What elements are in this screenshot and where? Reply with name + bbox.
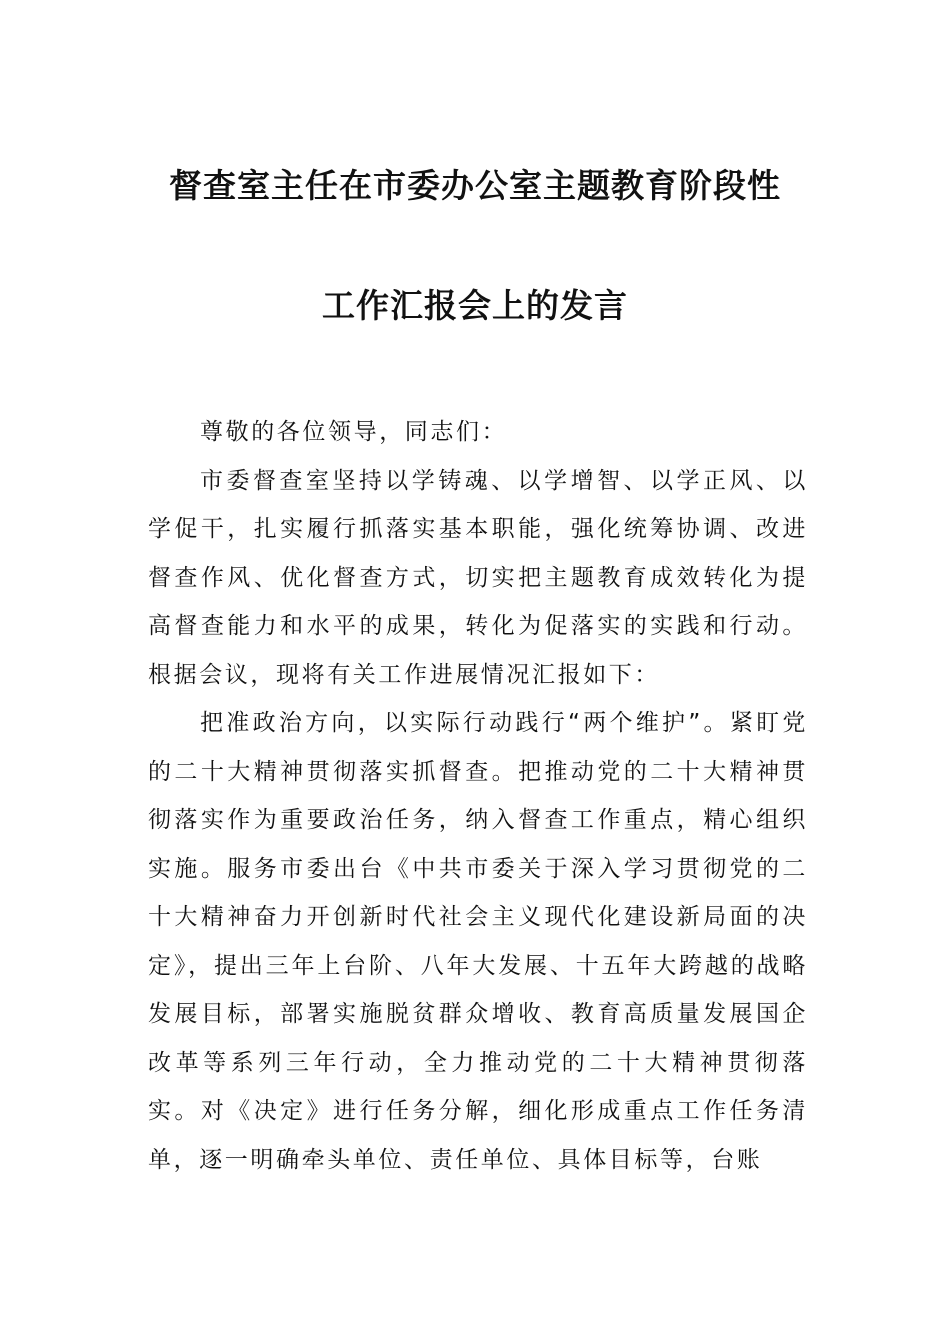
salutation: 尊敬的各位领导，同志们： xyxy=(200,419,508,445)
document-title-line-2: 工作汇报会上的发言 xyxy=(322,286,628,325)
document-body xyxy=(148,408,808,1184)
paragraph-2: 把准政治方向，以实际行动践行“两个维护”。紧盯党的二十大精神贯彻落实抓督查。把推动党的二十大精神贯彻落实作为重要政治任务，纳入督查工作重点，精心组织实施。服务市委出台《中共市委关于深入学习贯彻党的二十大精神奋力开创新时代社会主义现代化建设新局面的决定》，提出三年上台阶、八年大发展、十五年大跨越的战略发展目标，部署实施脱贫群众增收、教育高质量发展国企改革等系列三年行动，全力推动党的二十大精神贯彻落实。对《决定》进行任务分解，细化形成重点工作任务清单，逐一明确牵头单位、责任单位、具体目标等，台账 xyxy=(148,710,808,1173)
paragraph-1: 市委督查室坚持以学铸魂、以学增智、以学正风、以学促干，扎实履行抓落实基本职能，强化统筹协调、改进督查作风、优化督查方式，切实把主题教育成效转化为提高督查能力和水平的成果，转化为促落实的实践和行动。根据会议，现将有关工作进展情况汇报如下： xyxy=(148,467,808,688)
document-title-line-1: 督查室主任在市委办公室主题教育阶段性 xyxy=(169,166,781,205)
